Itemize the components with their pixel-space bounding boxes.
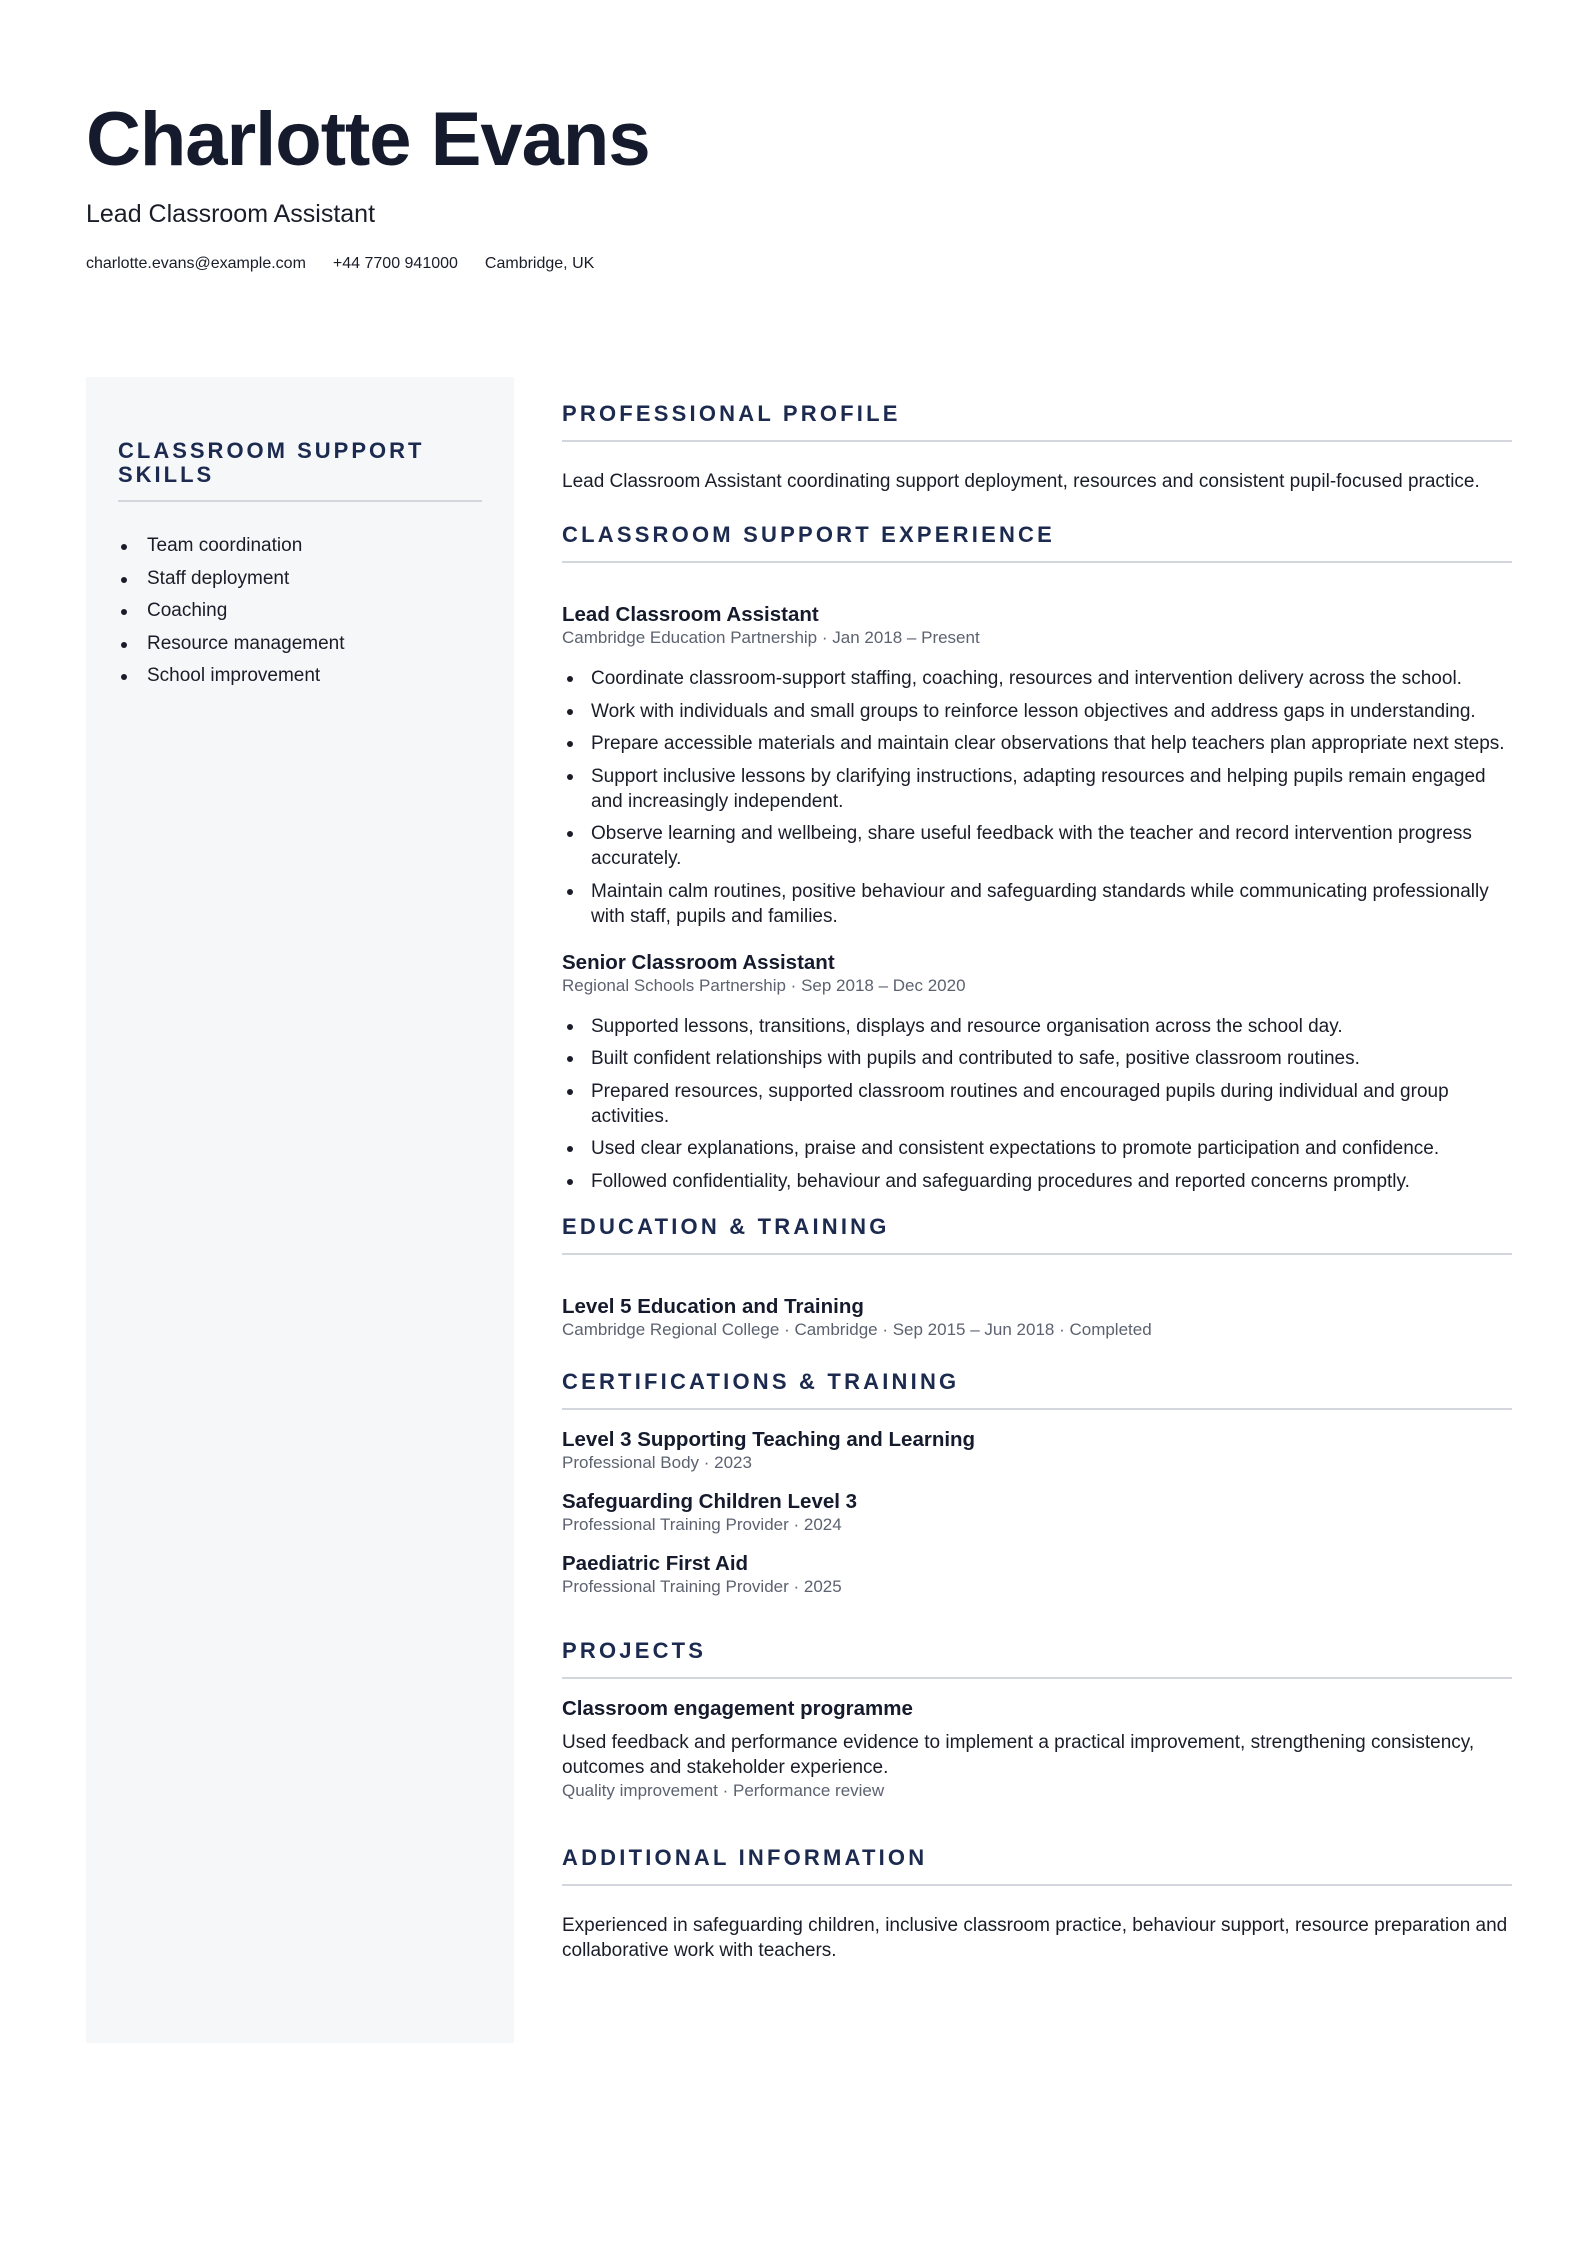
resume-header [86, 92, 1506, 274]
job-bullet: Support inclusive lessons by clarifying instructions, adapting resources and helping pupils remain engaged and increasingly independent. [562, 764, 1512, 814]
skill-item: School improvement [118, 660, 482, 693]
job-entry [562, 951, 1512, 1194]
profile-section [562, 400, 1512, 494]
job-bullets [562, 1014, 1512, 1194]
project-title: Classroom engagement programme [562, 1696, 913, 1720]
skill-item: Resource management [118, 628, 482, 661]
candidate-name: Charlotte Evans [86, 97, 650, 182]
additional-heading: ADDITIONAL INFORMATION [562, 1844, 1512, 1886]
education-section [562, 1213, 1512, 1340]
certification-entry [562, 1428, 1512, 1473]
project-description: Used feedback and performance evidence to implement a practical improvement, strengthening consistency, outcomes and stakeholder experience. [562, 1731, 1475, 1778]
project-tags: Quality improvement · Performance review [562, 1780, 885, 1800]
certification-title: Paediatric First Aid [562, 1551, 749, 1575]
certification-meta: Professional Training Provider · 2025 [562, 1576, 842, 1596]
skill-item: Coaching [118, 595, 482, 628]
certification-meta: Professional Training Provider · 2024 [562, 1514, 842, 1534]
skill-item: Staff deployment [118, 563, 482, 596]
job-bullet: Maintain calm routines, positive behaviour and safeguarding standards while communicating professionally with staff, pupils and families. [562, 879, 1512, 929]
job-bullets [562, 666, 1512, 929]
education-entry [562, 1295, 1512, 1340]
contact-phone[interactable]: +44 7700 941000 [332, 255, 458, 272]
candidate-role: Lead Classroom Assistant [86, 200, 376, 228]
job-bullet: Prepared resources, supported classroom routines and encouraged pupils during individual and group activities. [562, 1079, 1512, 1129]
job-bullet: Prepare accessible materials and maintain clear observations that help teachers plan appropriate next steps. [562, 731, 1512, 756]
certification-entry [562, 1552, 1512, 1597]
projects-heading: PROJECTS [562, 1637, 1512, 1679]
job-bullet: Used clear explanations, praise and consistent expectations to promote participation and confidence. [562, 1136, 1512, 1161]
job-title: Senior Classroom Assistant [562, 950, 835, 974]
certifications-section [562, 1368, 1512, 1597]
job-meta: Cambridge Education Partnership · Jan 2018 – Present [562, 628, 980, 647]
job-meta: Regional Schools Partnership · Sep 2018 – Dec 2020 [562, 975, 966, 995]
main-column [562, 400, 1512, 1963]
certification-meta: Professional Body · 2023 [562, 1452, 752, 1472]
skills-list [118, 530, 482, 693]
additional-text: Experienced in safeguarding children, inclusive classroom practice, behaviour support, resource preparation and collaborative work with teachers. [562, 1914, 1508, 1961]
job-entry [562, 603, 1512, 929]
project-entry [562, 1697, 1512, 1801]
profile-text: Lead Classroom Assistant coordinating support deployment, resources and consistent pupil-focused practice. [562, 471, 1480, 492]
contact-location: Cambridge, UK [484, 255, 595, 272]
contact-line [86, 254, 1506, 274]
job-bullet: Supported lessons, transitions, displays and resource organisation across the school day. [562, 1014, 1512, 1039]
certification-title: Safeguarding Children Level 3 [562, 1489, 858, 1513]
certifications-heading: CERTIFICATIONS & TRAINING [562, 1368, 1512, 1410]
education-title: Level 5 Education and Training [562, 1294, 864, 1318]
job-title: Lead Classroom Assistant [562, 603, 819, 626]
job-bullet: Work with individuals and small groups to reinforce lesson objectives and address gaps in understanding. [562, 699, 1512, 724]
job-bullet: Observe learning and wellbeing, share useful feedback with the teacher and record intervention progress accurately. [562, 821, 1512, 871]
skill-item: Team coordination [118, 530, 482, 563]
job-bullet: Built confident relationships with pupils and contributed to safe, positive classroom routines. [562, 1046, 1512, 1071]
contact-email[interactable]: charlotte.evans@example.com [86, 255, 306, 272]
education-meta: Cambridge Regional College · Cambridge · Sep 2015 – Jun 2018 · Completed [562, 1319, 1152, 1339]
skills-sidebar [86, 377, 514, 2043]
skills-heading: CLASSROOM SUPPORT SKILLS [118, 439, 482, 502]
experience-heading: CLASSROOM SUPPORT EXPERIENCE [562, 521, 1512, 563]
job-bullet: Coordinate classroom-support staffing, coaching, resources and intervention delivery across the school. [562, 666, 1512, 691]
experience-section [562, 521, 1512, 1194]
job-bullet: Followed confidentiality, behaviour and safeguarding procedures and reported concerns promptly. [562, 1169, 1512, 1194]
certification-title: Level 3 Supporting Teaching and Learning [562, 1427, 976, 1451]
certification-entry [562, 1490, 1512, 1535]
profile-heading: PROFESSIONAL PROFILE [562, 400, 1512, 442]
additional-section [562, 1844, 1512, 1963]
projects-section [562, 1637, 1512, 1801]
education-heading: EDUCATION & TRAINING [562, 1213, 1512, 1255]
